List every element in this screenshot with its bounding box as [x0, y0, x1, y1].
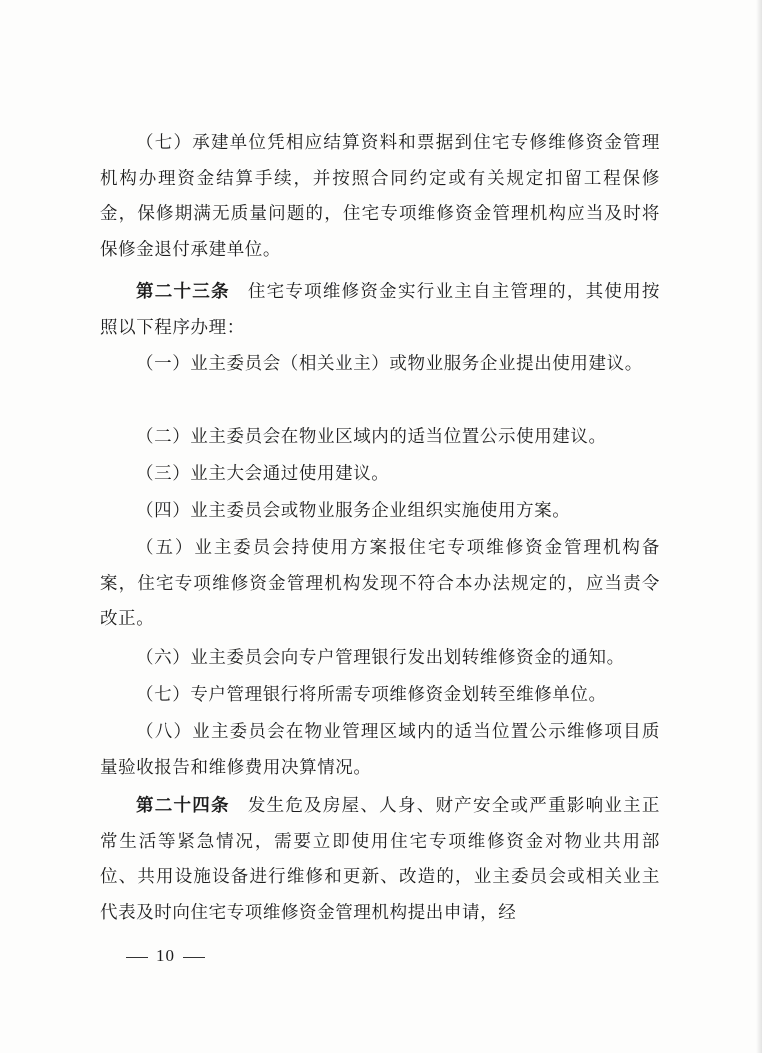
footer-dash-left	[126, 957, 148, 958]
article-23-heading: 第二十三条	[136, 282, 230, 302]
article-24-text: 发生危及房屋、人身、财产安全或严重影响业主正常生活等紧急情况，需要立即使用住宅专项维修资金对物业共用部位、共用设施设备进行维修和更新、改造的，业主委员会或相关业主代表及时向住宅专项维修资金管理机构提出申请，经	[100, 796, 660, 923]
item-2-text: （二）业主委员会在物业区域内的适当位置公示使用建议。	[136, 427, 607, 447]
item-2	[100, 420, 660, 456]
article-24	[100, 789, 660, 931]
item-8-text: （八）业主委员会在物业管理区域内的适当位置公示维修项目质量验收报告和维修费用决算情况。	[100, 722, 660, 778]
item-3	[100, 457, 660, 493]
footer-dash-right	[183, 957, 205, 958]
item-6	[100, 641, 660, 677]
item-5-text: （五）业主委员会持使用方案报住宅专项维修资金管理机构备案，住宅专项维修资金管理机构发现不符合本办法规定的，应当责令改正。	[100, 538, 660, 629]
page-footer	[118, 944, 213, 968]
item-3-text: （三）业主大会通过使用建议。	[136, 464, 390, 484]
item-1	[100, 347, 660, 383]
item-4-text: （四）业主委员会或物业服务企业组织实施使用方案。	[136, 501, 571, 521]
paragraph-1-text: （七）承建单位凭相应结算资料和票据到住宅专修维修资金管理机构办理资金结算手续，并按照合同约定或有关规定扣留工程保修金，保修期满无质量问题的，住宅专项维修资金管理机构应当及时将保修金退付承建单位。	[100, 133, 660, 260]
article-24-heading: 第二十四条	[136, 796, 230, 816]
item-7-text: （七）专户管理银行将所需专项维修资金划转至维修单位。	[136, 685, 607, 705]
paragraph-1	[100, 126, 660, 268]
page-edge-shadow	[756, 0, 762, 1053]
item-1-text: （一）业主委员会（相关业主）或物业服务企业提出使用建议。	[136, 354, 643, 374]
item-4	[100, 494, 660, 530]
item-6-text: （六）业主委员会向专户管理银行发出划转维修资金的通知。	[136, 648, 625, 668]
article-23-text: 住宅专项维修资金实行业主自主管理的，其使用按照以下程序办理：	[100, 282, 660, 338]
item-7	[100, 678, 660, 714]
page-number: 10	[156, 946, 175, 965]
item-8	[100, 715, 660, 786]
item-5	[100, 531, 660, 638]
article-23	[100, 275, 660, 346]
